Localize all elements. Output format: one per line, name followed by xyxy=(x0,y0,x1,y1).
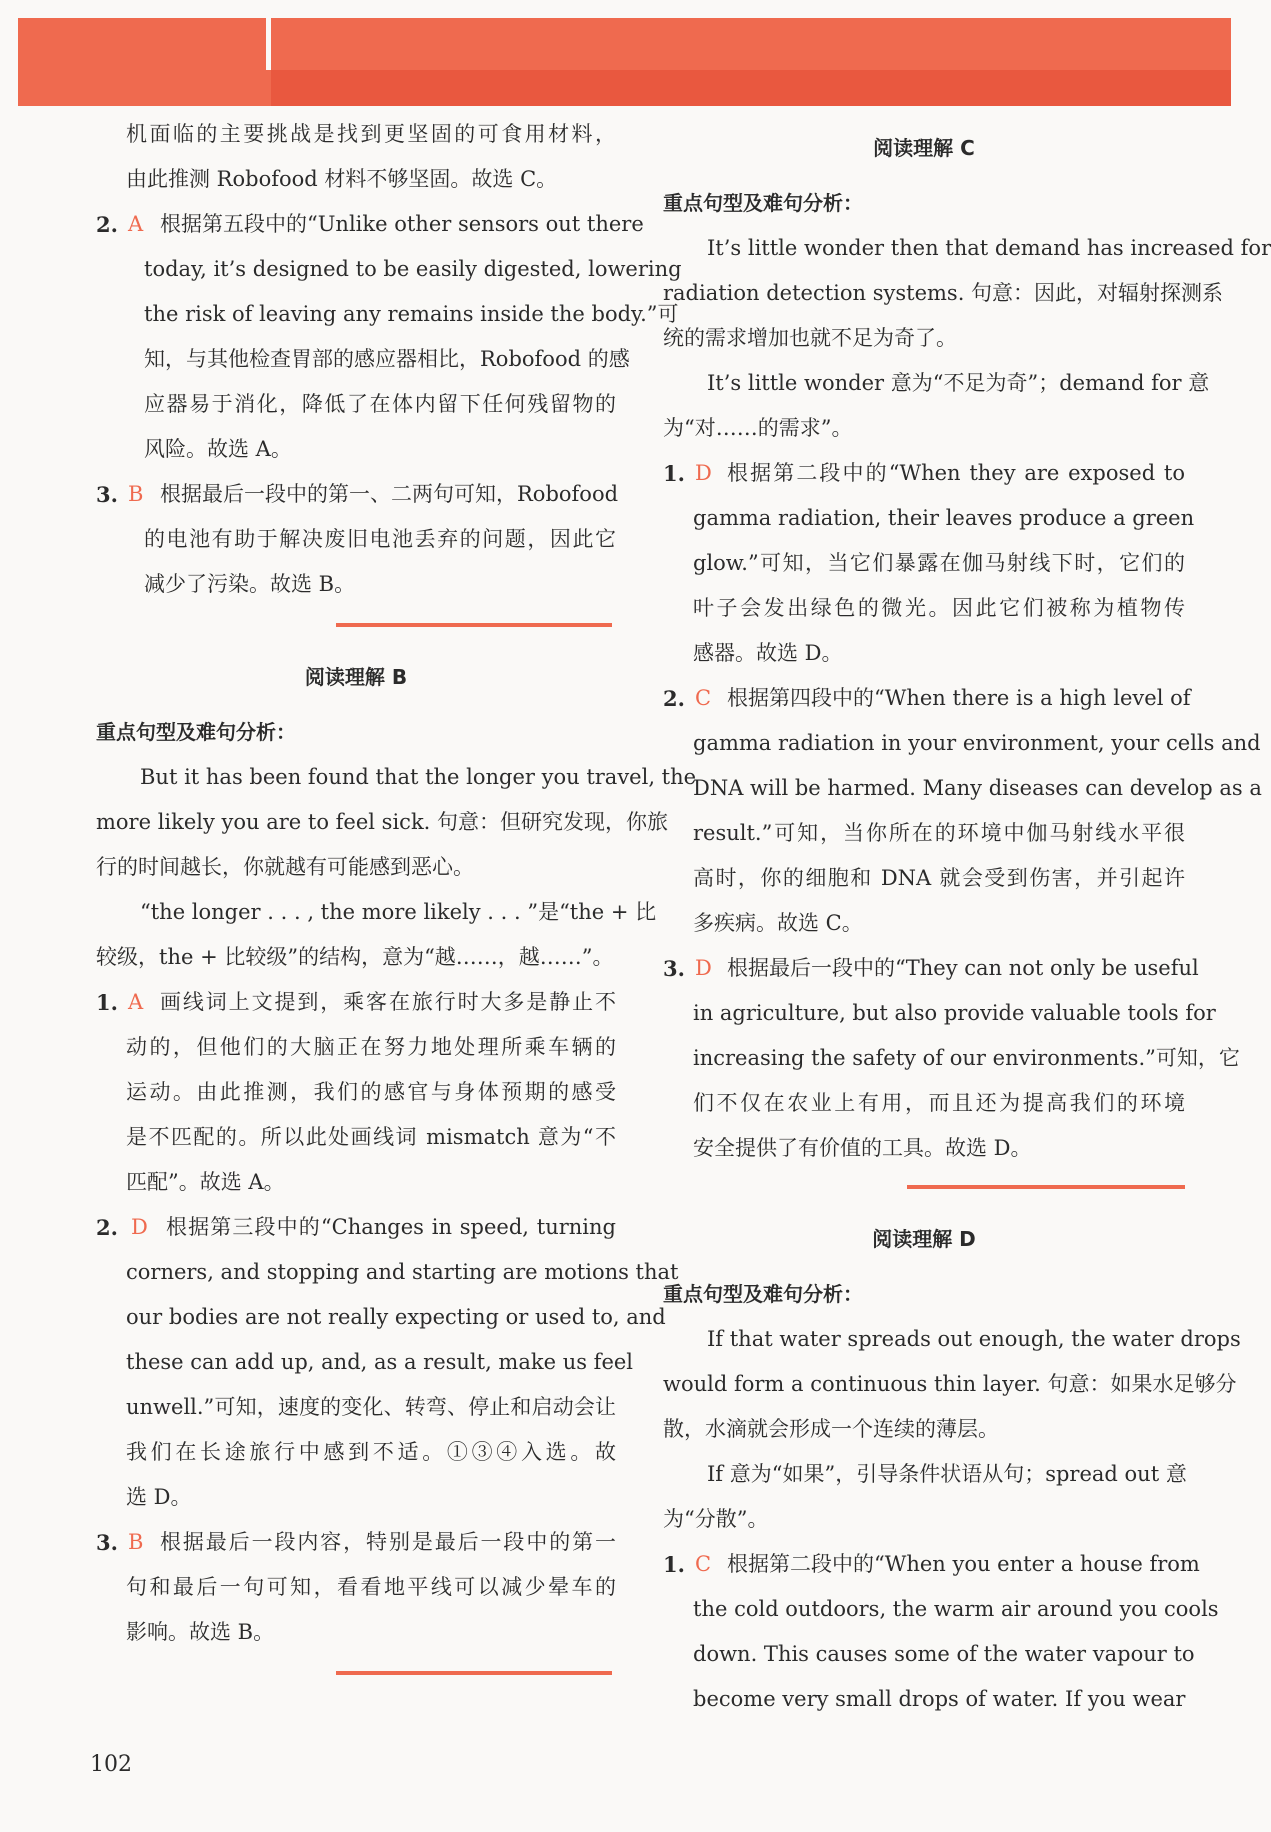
text-line: 高时，你的细胞和 DNA 就会受到伤害，并引起许 xyxy=(693,866,1185,890)
section-title: 阅读理解 B xyxy=(304,665,408,689)
text-line: 感器。故选 D。 xyxy=(693,641,843,665)
text-line: It’s little wonder 意为“不足为奇”；demand for 意 xyxy=(707,371,1210,395)
text-line: glow.”可知，当它们暴露在伽马射线下时，它们的 xyxy=(693,551,1185,575)
answer-letter: B xyxy=(128,1530,144,1554)
text-line: 根据第二段中的“When you enter a house from xyxy=(727,1552,1200,1576)
text-line: 知，与其他检查胃部的感应器相比，Robofood 的感 xyxy=(144,347,630,371)
answer-item xyxy=(96,1520,616,1655)
text-line: our bodies are not really expecting or used to, and xyxy=(126,1305,666,1329)
header-notch xyxy=(266,18,271,70)
text-line: 影响。故选 B。 xyxy=(126,1620,275,1644)
answer-item xyxy=(663,451,1195,676)
section-title: 阅读理解 C xyxy=(873,136,975,160)
section-subtitle: 重点句型及难句分析： xyxy=(663,1282,863,1306)
text-line: 句和最后一句可知，看看地平线可以减少晕车的 xyxy=(126,1575,616,1599)
text-line: down. This causes some of the water vapour to xyxy=(693,1642,1195,1666)
text-line: If that water spreads out enough, the water drops xyxy=(707,1327,1241,1351)
text-line: 根据第三段中的“Changes in speed, turning xyxy=(166,1215,616,1239)
section-subtitle: 重点句型及难句分析： xyxy=(663,191,863,215)
text-line: 统的需求增加也就不足为奇了。 xyxy=(663,326,957,350)
text-line: 叶子会发出绿色的微光。因此它们被称为植物传 xyxy=(693,596,1185,620)
answer-item xyxy=(663,946,1240,1171)
text-line: 减少了污染。故选 B。 xyxy=(144,572,356,596)
text-line: 根据最后一段中的“They can not only be useful xyxy=(727,956,1199,980)
analysis-paragraph xyxy=(96,755,697,980)
text-line: more likely you are to feel sick. 句意：但研究发现，你旅 xyxy=(96,810,669,834)
answer-letter: D xyxy=(695,956,712,980)
intro-text xyxy=(96,112,616,202)
left-column xyxy=(96,112,697,1675)
text-line: 根据第二段中的“When they are exposed to xyxy=(727,461,1185,485)
answer-letter: D xyxy=(695,461,712,485)
text-line: If 意为“如果”，引导条件状语从句；spread out 意 xyxy=(707,1462,1187,1486)
item-number: 1. xyxy=(96,990,118,1015)
text-line: 们不仅在农业上有用，而且还为提高我们的环境 xyxy=(693,1091,1185,1115)
text-line: radiation detection systems. 句意：因此，对辐射探测系 xyxy=(663,281,1224,305)
text-line: 为“对……的需求”。 xyxy=(663,416,853,440)
text-line: today, it’s designed to be easily digested, lowering xyxy=(144,257,682,281)
text-line: the risk of leaving any remains inside the body.”可 xyxy=(144,302,679,326)
text-line: 匹配”。故选 A。 xyxy=(126,1170,285,1194)
answer-item xyxy=(96,202,682,472)
text-line: 画线词上文提到，乘客在旅行时大多是静止不 xyxy=(160,990,616,1014)
text-line: 我们在长途旅行中感到不适。①③④入选。故 xyxy=(126,1440,616,1464)
text-line: result.”可知，当你所在的环境中伽马射线水平很 xyxy=(693,821,1185,845)
section-divider xyxy=(336,1671,612,1675)
text-line: 选 D。 xyxy=(126,1485,192,1509)
analysis-paragraph xyxy=(663,226,1271,451)
answer-item xyxy=(663,676,1262,946)
text-line: gamma radiation in your environment, your cells and xyxy=(693,731,1261,755)
text-line: 动的，但他们的大脑正在努力地处理所乘车辆的 xyxy=(126,1035,616,1059)
answer-letter: B xyxy=(128,482,144,506)
text-line: 运动。由此推测，我们的感官与身体预期的感受 xyxy=(126,1080,616,1104)
answer-letter: D xyxy=(131,1215,148,1239)
text-line: in agriculture, but also provide valuable tools for xyxy=(693,1001,1216,1025)
text-line: gamma radiation, their leaves produce a green xyxy=(693,506,1195,530)
page-number: 102 xyxy=(90,1752,132,1777)
text-line: 安全提供了有价值的工具。故选 D。 xyxy=(693,1136,1032,1160)
text-line: 的电池有助于解决废旧电池丢弃的问题，因此它 xyxy=(144,527,616,551)
text-line: 根据第五段中的“Unlike other sensors out there xyxy=(160,212,644,236)
text-line: 行的时间越长，你就越有可能感到恶心。 xyxy=(96,855,474,879)
answer-letter: C xyxy=(695,686,712,710)
text-line: would form a continuous thin layer. 句意：如果水足够分 xyxy=(663,1372,1237,1396)
item-number: 1. xyxy=(663,461,685,486)
text-line: 风险。故选 A。 xyxy=(144,437,292,461)
text-line: 是不匹配的。所以此处画线词 mismatch 意为“不 xyxy=(126,1125,616,1149)
text-line: 根据最后一段中的第一、二两句可知，Robofood xyxy=(160,482,619,506)
answer-letter: A xyxy=(128,212,144,236)
text-line: 根据第四段中的“When there is a high level of xyxy=(727,686,1191,710)
item-number: 1. xyxy=(663,1552,685,1577)
text-line: 应器易于消化，降低了在体内留下任何残留物的 xyxy=(144,392,616,416)
item-number: 2. xyxy=(663,686,685,711)
right-column xyxy=(663,112,1271,1722)
text-line: 为“分散”。 xyxy=(663,1507,769,1531)
text-line: DNA will be harmed. Many diseases can develop as a xyxy=(693,776,1262,800)
answer-item xyxy=(96,472,619,607)
answer-letter: A xyxy=(128,990,144,1014)
text-line: increasing the safety of our environments.”可知，它 xyxy=(693,1046,1240,1070)
item-number: 3. xyxy=(96,1530,118,1555)
answer-item xyxy=(663,1542,1219,1722)
text-line: these can add up, and, as a result, make us feel xyxy=(126,1350,634,1374)
text-line: 散，水滴就会形成一个连续的薄层。 xyxy=(663,1417,999,1441)
text-line: It’s little wonder then that demand has increased for xyxy=(707,236,1271,260)
item-number: 2. xyxy=(96,212,118,237)
text-line: 多疾病。故选 C。 xyxy=(693,911,863,935)
text-line: “the longer . . . , the more likely . . . ”是“the + 比 xyxy=(140,900,657,924)
answer-item xyxy=(96,1205,679,1520)
text-line: become very small drops of water. If you wear xyxy=(693,1687,1186,1711)
text-line: But it has been found that the longer you travel, the xyxy=(140,765,697,789)
text-line: 较级，the + 比较级”的结构，意为“越……，越……”。 xyxy=(96,945,614,969)
section-subtitle: 重点句型及难句分析： xyxy=(96,720,296,744)
item-number: 3. xyxy=(96,482,118,507)
text-line: 根据最后一段内容，特别是最后一段中的第一 xyxy=(160,1530,616,1554)
answer-item xyxy=(96,980,616,1205)
header-strip xyxy=(271,70,1231,106)
item-number: 3. xyxy=(663,956,685,981)
item-number: 2. xyxy=(96,1215,118,1240)
text-line: 机面临的主要挑战是找到更坚固的可食用材料， xyxy=(126,122,616,146)
analysis-paragraph xyxy=(663,1317,1241,1542)
text-line: 由此推测 Robofood 材料不够坚固。故选 C。 xyxy=(126,167,558,191)
text-line: corners, and stopping and starting are motions that xyxy=(126,1260,679,1284)
text-line: the cold outdoors, the warm air around you cools xyxy=(693,1597,1219,1621)
answer-letter: C xyxy=(695,1552,712,1576)
section-title: 阅读理解 D xyxy=(872,1227,976,1251)
text-line: unwell.”可知，速度的变化、转弯、停止和启动会让 xyxy=(126,1395,616,1419)
